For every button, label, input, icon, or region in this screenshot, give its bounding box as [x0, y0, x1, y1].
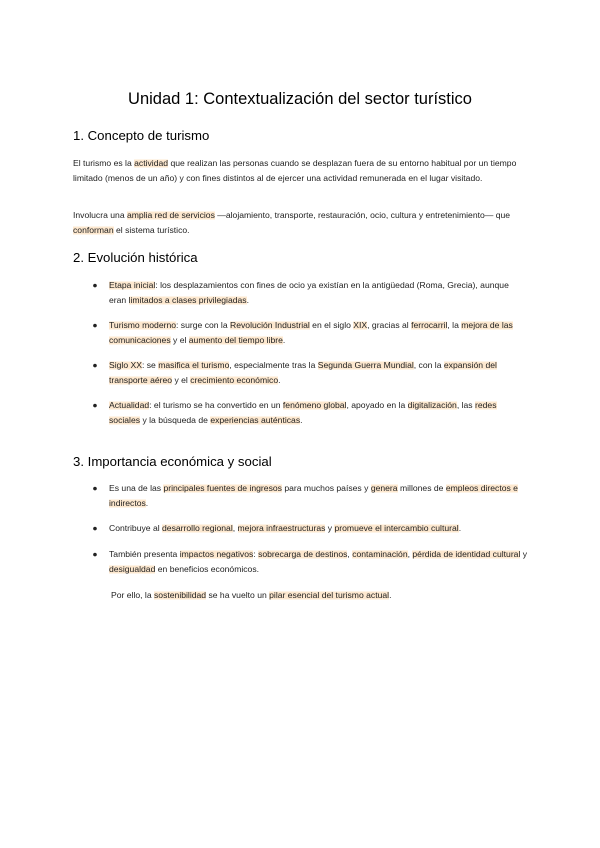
highlighted-text: desigualdad [109, 563, 156, 574]
bullet-icon: ● [92, 280, 98, 290]
highlighted-text: empleos directos e indirectos [109, 483, 518, 508]
text-run: y el [170, 334, 189, 345]
list-item [73, 398, 528, 427]
highlighted-text: principales fuentes de ingresos [163, 483, 282, 493]
highlighted-text: Revolución Industrial [230, 320, 310, 330]
text-run: y el [172, 374, 191, 385]
highlighted-text: experiencias auténticas [210, 414, 301, 425]
list-item-text [109, 360, 497, 385]
text-run: , las [456, 400, 475, 410]
section-heading-concepto: 1. Concepto de turismo [73, 128, 210, 143]
text-run: que realizan las personas cuando se desplazan fuera de su entorno habitual por un tiempo limitado (menos de un año) y con fines distintos al de ejercer una actividad remunerada en el lugar visitado. [73, 158, 517, 183]
bullet-icon: ● [92, 400, 98, 410]
text-run: Es una de las [109, 483, 164, 493]
highlighted-text: digitalización [407, 400, 457, 410]
list-item-text [109, 549, 527, 574]
highlighted-text: aumento del tiempo libre [188, 334, 283, 345]
text-run: se ha vuelto un [206, 590, 270, 600]
highlighted-text: desarrollo regional [162, 523, 233, 533]
text-run: millones de [397, 483, 446, 493]
text-run: Contribuye al [109, 523, 163, 533]
list-item-text [109, 280, 509, 305]
list-item [73, 318, 528, 347]
bullet-icon: ● [92, 523, 98, 533]
text-run: . [145, 497, 149, 508]
text-run: , [407, 549, 413, 559]
highlighted-text: masifica el turismo [158, 360, 230, 370]
list-item [73, 547, 528, 576]
list-item [73, 481, 528, 510]
highlighted-text: contaminación [352, 549, 408, 559]
text-run: . [282, 334, 286, 345]
list-item [73, 278, 528, 307]
text-run: y [325, 523, 335, 533]
paragraph-servicios [73, 208, 525, 237]
text-run: : [253, 549, 259, 559]
section-heading-importancia: 3. Importancia económica y social [73, 454, 272, 469]
highlighted-text: fenómeno global [282, 400, 347, 410]
list-item-text [109, 320, 513, 345]
text-run: : los desplazamientos con fines de ocio ya existían en la antigüedad (Roma, Grecia), aunque eran [109, 280, 509, 305]
text-run: . [278, 374, 281, 385]
highlighted-text: genera [370, 483, 398, 493]
bullet-icon: ● [92, 483, 98, 493]
highlighted-text: actividad [134, 158, 169, 168]
text-run: , apoyado en la [346, 400, 408, 410]
text-run: . [246, 294, 249, 305]
highlighted-text: Actualidad [109, 400, 150, 410]
list-item-text [109, 483, 518, 508]
highlighted-text: mejora infraestructuras [237, 523, 326, 533]
text-run: : el turismo se ha convertido en un [149, 400, 283, 410]
text-run: , la [447, 320, 462, 330]
highlighted-text: crecimiento económico [190, 374, 279, 385]
bullet-icon: ● [92, 549, 98, 559]
text-run: Por ello, la [111, 590, 154, 600]
bullet-icon: ● [92, 320, 98, 330]
paragraph-definicion [73, 156, 525, 185]
highlighted-text: sostenibilidad [154, 590, 207, 600]
highlighted-text: amplia red de servicios [126, 210, 215, 220]
page-title: Unidad 1: Contextualización del sector turístico [128, 90, 472, 108]
highlighted-text: promueve el intercambio cultural [334, 523, 459, 533]
text-run: Involucra una [73, 210, 127, 220]
highlighted-text: XIX [353, 320, 368, 330]
highlighted-text: impactos negativos [179, 549, 254, 559]
text-run: . [458, 523, 462, 533]
text-run: , [347, 549, 353, 559]
text-run: y la búsqueda de [140, 414, 211, 425]
text-run: . [300, 414, 303, 425]
bullet-icon: ● [92, 360, 98, 370]
highlighted-text: redes sociales [109, 400, 497, 425]
text-run: para muchos países y [281, 483, 371, 493]
text-run: , [232, 523, 238, 533]
highlighted-text: sobrecarga de destinos [258, 549, 348, 559]
text-run: El turismo es la [73, 158, 135, 168]
text-run: —alojamiento, transporte, restauración, ocio, cultura y entretenimiento— que [214, 210, 511, 220]
paragraph-conclusion [111, 588, 531, 603]
highlighted-text: mejora de las comunicaciones [109, 320, 513, 345]
highlighted-text: Turismo moderno [109, 320, 177, 330]
text-run: el sistema turístico. [113, 224, 190, 235]
text-run: También presenta [109, 549, 180, 559]
highlighted-text: limitados a clases privilegiadas [128, 294, 247, 305]
list-item-text [109, 523, 461, 533]
text-run: , con la [413, 360, 444, 370]
highlighted-text: expansión del transporte aéreo [109, 360, 497, 385]
highlighted-text: Siglo XX [109, 360, 142, 370]
highlighted-text: pérdida de identidad cultural [412, 549, 521, 559]
highlighted-text: conforman [73, 224, 114, 235]
list-item [73, 521, 528, 536]
text-run: : surge con la [176, 320, 231, 330]
highlighted-text: ferrocarril [411, 320, 448, 330]
list-item [73, 358, 528, 387]
text-run: y [520, 549, 528, 559]
text-run: , gracias al [367, 320, 412, 330]
list-item-text [109, 400, 497, 425]
highlighted-text: pilar esencial del turismo actual [269, 590, 390, 600]
highlighted-text: Etapa inicial [109, 280, 156, 290]
text-run: . [389, 590, 392, 600]
text-run: , especialmente tras la [229, 360, 318, 370]
section-heading-evolucion: 2. Evolución histórica [73, 250, 198, 265]
text-run: en el siglo [309, 320, 354, 330]
text-run: : se [141, 360, 159, 370]
highlighted-text: Segunda Guerra Mundial [317, 360, 414, 370]
text-run: en beneficios económicos. [155, 563, 260, 574]
